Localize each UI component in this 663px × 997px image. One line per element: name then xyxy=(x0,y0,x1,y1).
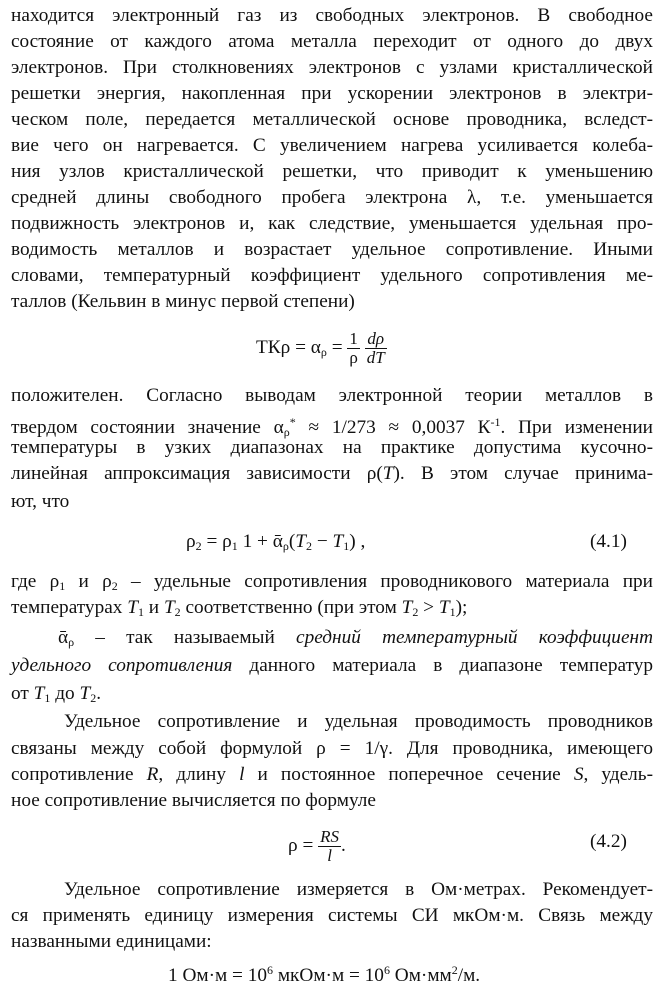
formula-tk-rho: $ТК\rho = \alpha_\rho$ = $\frac{1}{\rho}$ $\frac{d\rho}{dT}$ xyxy=(256,329,385,367)
text-line: решетки энергия, накопленная при ускорении электронов в электри- xyxy=(11,83,653,104)
text-line: от $T_1$ до $T_2$. xyxy=(11,683,102,705)
fraction: $\frac{1}{\rho}$ xyxy=(349,329,358,367)
equation-number: (4.1) xyxy=(590,531,627,552)
text-line: ᾱ$_\rho$ – так называемый средний температурный коэффициент xyxy=(58,627,653,649)
text-line: средней длины свободного пробега электрона λ, т.е. уменьшается xyxy=(11,187,653,208)
formula-4-2: ρ = $\frac{RS}{l}$ . xyxy=(288,827,346,865)
text-line: температуры в узких диапазонах на практике допустима кусочно- xyxy=(11,437,653,458)
text-line: ное сопротивление вычисляется по формуле xyxy=(11,790,376,811)
text-line: вие чего он нагревается. С увеличением нагрева усиливается колеба- xyxy=(11,135,653,156)
text-line: таллов (Кельвин в минус первой степени) xyxy=(11,291,355,312)
text-line: ческом поле, передается металлической основе проводника, вследст- xyxy=(11,109,653,130)
text-line: линейная аппроксимация зависимости ρ(T). В этом случае принима- xyxy=(11,463,653,484)
formula-4-1: $\rho_2 = \rho_1$ $1 + ᾱ_\rho(T_2 - T_1)$ , xyxy=(186,531,366,553)
text-line: ют, что xyxy=(11,491,70,512)
text-line: подвижность электронов и, как следствие, уменьшается удельная про- xyxy=(11,213,653,234)
text-line: где $\rho_1$ и $\rho_2$ – удельные сопротивления проводникового материала при xyxy=(11,571,653,593)
equation-number: (4.2) xyxy=(590,831,627,852)
text-line: электронов. При столкновениях электронов с узлами кристаллической xyxy=(11,57,653,78)
fraction: $\frac{d\rho}{dT}$ xyxy=(366,329,385,367)
formula-units: 1 $Ом\cdot м = 10^6$ мкОм·м = $10^6$ $Ом\cdot мм^2/м$. xyxy=(168,963,481,986)
fraction: $\frac{RS}{l}$ xyxy=(320,827,340,865)
text-line: ния узлов кристаллической решетки, что приводит к уменьшению xyxy=(11,161,653,182)
text-line: словами, температурный коэффициент удельного сопротивления ме- xyxy=(11,265,653,286)
text-line: Удельное сопротивление измеряется в Ом·метрах. Рекомендует- xyxy=(64,879,653,900)
text-line: названными единицами: xyxy=(11,931,212,952)
text-line: температурах $T_1$ и $T_2$ соответственно (при этом $T_2 > T_1$); xyxy=(11,597,468,619)
text-line: твердом состоянии значение $\alpha_\rho^* \approx 1/273 \approx 0,0037$ $К^{-1}$. При изменении xyxy=(11,415,653,439)
text-line: водимость металлов и возрастает удельное сопротивление. Иными xyxy=(11,239,653,260)
text-line: ся применять единицу измерения системы СИ мкОм·м. Связь между xyxy=(11,905,653,926)
text-line: Удельное сопротивление и удельная проводимость проводников xyxy=(64,711,653,732)
text-line: положителен. Согласно выводам электронной теории металлов в xyxy=(11,385,653,406)
text-line: сопротивление R, длину l и постоянное поперечное сечение S, удель- xyxy=(11,764,653,785)
text-line: находится электронный газ из свободных электронов. В свободное xyxy=(11,5,653,26)
text-line: состояние от каждого атома металла переходит от одного до двух xyxy=(11,31,653,52)
text-line: удельного сопротивления данного материала в диапазоне температур xyxy=(11,655,653,676)
text-line: связаны между собой формулой ρ = 1/γ. Для проводника, имеющего xyxy=(11,738,653,759)
